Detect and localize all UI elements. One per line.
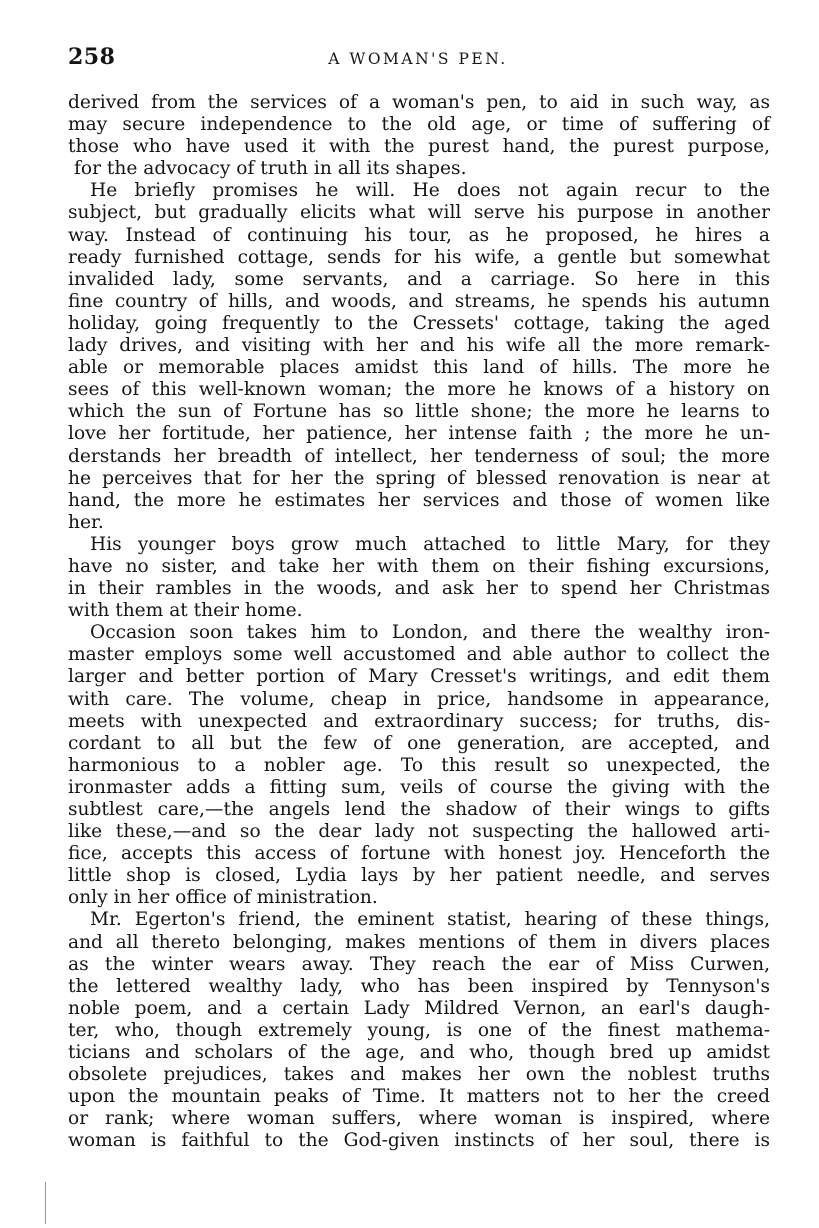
- text-line: ticians and scholars of the age, and who, though bred up amidst: [68, 1042, 770, 1064]
- text-line: woman is faithful to the God-given instincts of her soul, there is: [68, 1130, 770, 1152]
- text-line: subject, but gradually elicits what will serve his purpose in another: [68, 202, 770, 224]
- text-line: the lettered wealthy lady, who has been inspired by Tennyson's: [68, 975, 770, 997]
- text-line: invalided lady, some servants, and a carriage. So here in this: [68, 268, 770, 290]
- text-line: subtlest care,—the angels lend the shadow of their wings to gifts: [68, 799, 770, 820]
- text-line: fice, accepts this access of fortune with honest joy. Henceforth the: [68, 843, 770, 865]
- scan-edge-mark: [45, 1182, 46, 1224]
- text-line: love her fortitude, her patience, her intense faith ; the more he un-: [68, 423, 770, 445]
- text-line: ironmaster adds a fitting sum, veils of course the giving with the: [68, 776, 770, 798]
- text-line: with care. The volume, cheap in price, handsome in appearance,: [68, 688, 770, 710]
- text-line: may secure independence to the old age, or time of suffering of: [68, 114, 770, 136]
- paragraph-continued: [68, 92, 770, 180]
- text-line: ready furnished cottage, sends for his wife, a gentle but somewhat: [68, 246, 770, 268]
- text-line: have no sister, and take her with them on their fishing excursions,: [68, 555, 770, 577]
- body-text: [68, 92, 770, 1153]
- text-line: Occasion soon takes him to London, and there the wealthy iron-: [90, 622, 770, 644]
- paragraph: [68, 909, 770, 1152]
- text-line: her.: [68, 511, 104, 533]
- text-line: or rank; where woman suffers, where woman is inspired, where: [68, 1108, 770, 1130]
- text-line: derstands her breadth of intellect, her tenderness of soul; the more: [68, 445, 770, 467]
- paragraph: [68, 180, 770, 534]
- text-line: meets with unexpected and extraordinary success; for truths, dis-: [68, 710, 770, 732]
- text-line: in their rambles in the woods, and ask her to spend her Christmas: [68, 578, 770, 600]
- text-line: larger and better portion of Mary Cresset's writings, and edit them: [68, 666, 770, 688]
- text-line: only in her office of ministration.: [68, 887, 378, 909]
- text-line: fine country of hills, and woods, and streams, he spends his autumn: [68, 290, 770, 312]
- paragraph: [68, 622, 770, 909]
- text-line: hand, the more he estimates her services and those of women like: [68, 489, 770, 511]
- text-line: He briefly promises he will. He does not again recur to the: [90, 180, 770, 202]
- text-line: sees of this well-known woman; the more he knows of a history on: [68, 379, 770, 401]
- text-line: noble poem, and a certain Lady Mildred Vernon, an earl's daugh-: [68, 997, 770, 1019]
- text-line: derived from the services of a woman's pen, to aid in such way, as: [68, 92, 770, 113]
- text-line: like these,—and so the dear lady not suspecting the hallowed arti-: [68, 821, 770, 843]
- text-line: for the advocacy of truth in all its shapes.: [74, 158, 467, 180]
- text-line: harmonious to a nobler age. To this result so unexpected, the: [68, 754, 770, 776]
- text-line: as the winter wears away. They reach the ear of Miss Curwen,: [68, 953, 770, 975]
- text-line: Mr. Egerton's friend, the eminent statist, hearing of these things,: [90, 909, 770, 931]
- text-line: those who have used it with the purest hand, the purest purpose,: [68, 136, 770, 158]
- text-line: ter, who, though extremely young, is one of the finest mathema-: [68, 1019, 770, 1041]
- text-line: little shop is closed, Lydia lays by her patient needle, and serves: [68, 865, 770, 887]
- text-line: way. Instead of continuing his tour, as he proposed, he hires a: [68, 224, 770, 246]
- text-line: upon the mountain peaks of Time. It matters not to her the creed: [68, 1086, 770, 1108]
- running-title: A WOMAN'S PEN.: [328, 50, 508, 68]
- text-line: with them at their home.: [68, 600, 303, 622]
- page-header: [68, 44, 768, 74]
- text-line: obsolete prejudices, takes and makes her own the noblest truths: [68, 1064, 770, 1086]
- paragraph: [68, 534, 770, 622]
- text-line: which the sun of Fortune has so little shone; the more he learns to: [68, 401, 770, 423]
- text-line: lady drives, and visiting with her and his wife all the more remark-: [68, 335, 770, 357]
- text-line: able or memorable places amidst this land of hills. The more he: [68, 357, 770, 379]
- text-line: he perceives that for her the spring of blessed renovation is near at: [68, 467, 770, 489]
- text-line: cordant to all but the few of one generation, are accepted, and: [68, 732, 770, 754]
- text-line: master employs some well accustomed and able author to collect the: [68, 644, 770, 666]
- text-line: and all thereto belonging, makes mentions of them in divers places: [68, 931, 770, 953]
- text-line: holiday, going frequently to the Cressets' cottage, taking the aged: [68, 312, 770, 334]
- text-line: His younger boys grow much attached to little Mary, for they: [90, 533, 770, 555]
- page-number: 258: [68, 44, 116, 70]
